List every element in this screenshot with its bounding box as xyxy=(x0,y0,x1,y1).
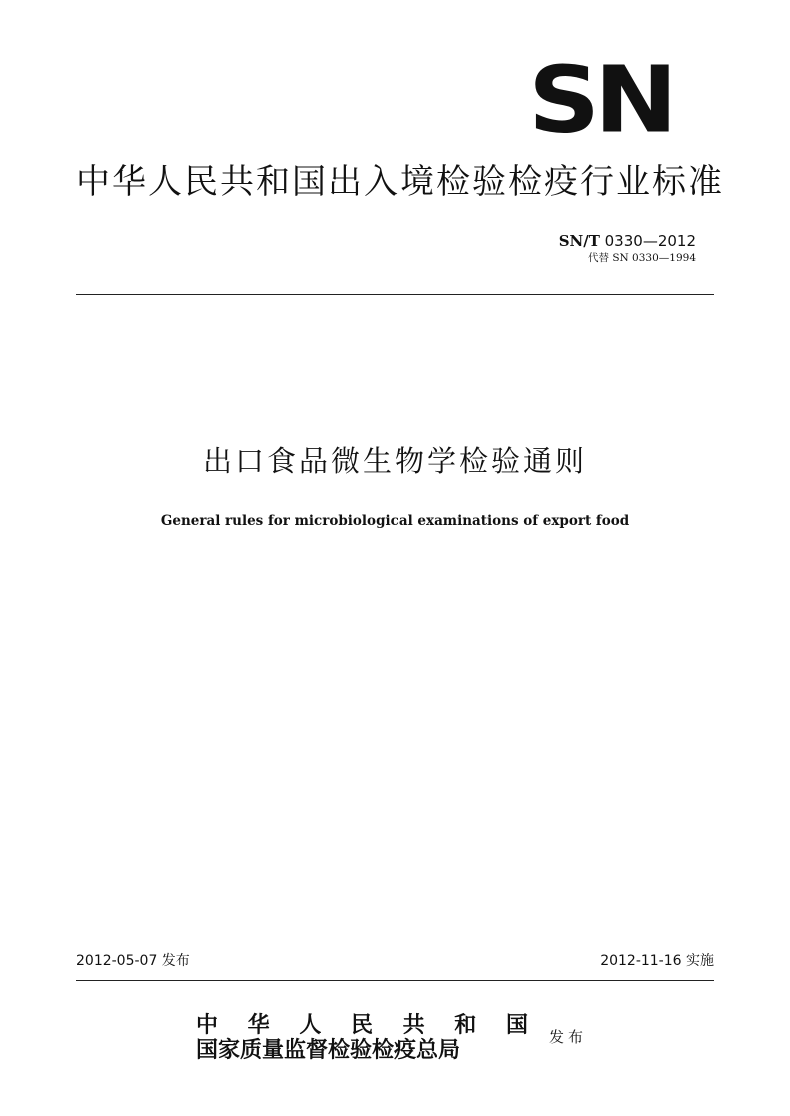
standard-number xyxy=(559,232,696,250)
replaces-note: 代替 SN 0330—1994 xyxy=(588,252,696,264)
issuer-char: 中 xyxy=(196,1012,219,1038)
document-title-en: General rules for microbiological examinations of export food xyxy=(160,513,630,529)
implementation-date: 2012-11-16 实施 xyxy=(600,953,714,969)
publish-label: 发布 xyxy=(549,1028,588,1046)
header-divider xyxy=(76,294,714,295)
footer-divider xyxy=(76,980,714,981)
issuer-agency: 国家质量监督检验检疫总局 xyxy=(196,1037,461,1063)
issuer-char: 共 xyxy=(402,1012,425,1038)
issuer-char: 人 xyxy=(299,1012,322,1038)
issuer-char: 和 xyxy=(454,1012,477,1038)
document-title-cn: 出口食品微生物学检验通则 xyxy=(202,444,587,478)
standard-prefix: SN/T xyxy=(558,232,600,250)
issuer-char: 华 xyxy=(247,1012,270,1038)
issue-date: 2012-05-07 发布 xyxy=(76,953,190,969)
issuer-char: 国 xyxy=(505,1012,528,1038)
standard-category: 中华人民共和国出入境检验检疫行业标准 xyxy=(76,162,724,202)
issuer-country xyxy=(196,1013,528,1037)
issuer-char: 民 xyxy=(350,1012,373,1038)
standard-number-value: 0330—2012 xyxy=(599,232,696,250)
sn-logo: SN xyxy=(528,45,672,154)
